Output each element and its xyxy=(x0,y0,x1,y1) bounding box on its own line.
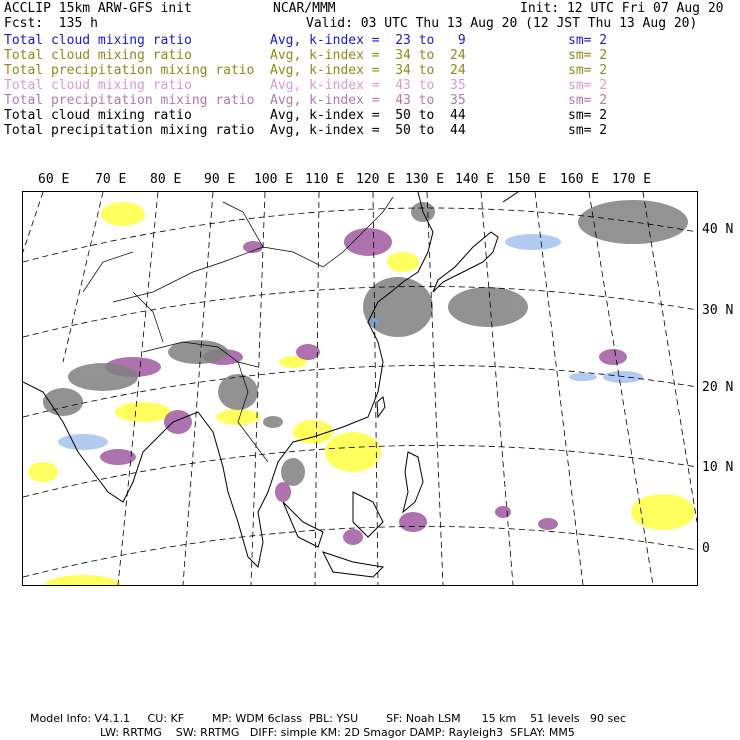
lon-label: 130 E xyxy=(405,172,445,187)
field-avg: Avg, k-index = 50 to 44 xyxy=(270,108,466,123)
field-row xyxy=(4,123,734,138)
field-row xyxy=(4,108,734,123)
lon-label: 170 E xyxy=(612,172,652,187)
field-name: Total cloud mixing ratio xyxy=(4,48,192,63)
field-row xyxy=(4,78,734,93)
field-sm: sm= 2 xyxy=(568,93,608,108)
field-avg: Avg, k-index = 43 to 35 xyxy=(270,93,466,108)
model-title: ACCLIP 15km ARW-GFS init xyxy=(4,1,192,16)
lon-label: 150 E xyxy=(507,172,547,187)
lon-label: 140 E xyxy=(455,172,495,187)
center-name: NCAR/MMM xyxy=(273,1,336,16)
field-row xyxy=(4,48,734,63)
field-sm: sm= 2 xyxy=(568,48,608,63)
field-sm: sm= 2 xyxy=(568,33,608,48)
field-sm: sm= 2 xyxy=(568,63,608,78)
field-sm: sm= 2 xyxy=(568,108,608,123)
lon-label: 110 E xyxy=(305,172,345,187)
lat-label: 10 N xyxy=(702,460,734,475)
field-name: Total cloud mixing ratio xyxy=(4,33,192,48)
field-name: Total precipitation mixing ratio xyxy=(4,93,255,108)
field-name: Total precipitation mixing ratio xyxy=(4,63,255,78)
field-name: Total cloud mixing ratio xyxy=(4,78,192,93)
field-sm: sm= 2 xyxy=(568,123,608,138)
map-svg xyxy=(23,192,697,585)
field-name: Total precipitation mixing ratio xyxy=(4,123,255,138)
lon-label: 160 E xyxy=(560,172,600,187)
field-avg: Avg, k-index = 34 to 24 xyxy=(270,63,466,78)
map-panel xyxy=(22,191,698,586)
lon-label: 120 E xyxy=(356,172,396,187)
field-row xyxy=(4,33,734,48)
lon-label: 90 E xyxy=(204,172,236,187)
field-avg: Avg, k-index = 34 to 24 xyxy=(270,48,466,63)
field-avg: Avg, k-index = 43 to 35 xyxy=(270,78,466,93)
valid-time: Valid: 03 UTC Thu 13 Aug 20 (12 JST Thu 13 Aug 20) xyxy=(306,16,698,31)
lat-label: 20 N xyxy=(702,380,734,395)
lat-label: 30 N xyxy=(702,303,734,318)
field-row xyxy=(4,93,734,108)
field-sm: sm= 2 xyxy=(568,78,608,93)
lon-label: 100 E xyxy=(254,172,294,187)
field-row xyxy=(4,63,734,78)
field-avg: Avg, k-index = 23 to 9 xyxy=(270,33,466,48)
model-info-line1: Model Info: V4.1.1 CU: KF MP: WDM 6class PBL: YSU SF: Noah LSM 15 km 51 levels 90 sec xyxy=(30,712,627,725)
lat-label: 40 N xyxy=(702,222,734,237)
field-name: Total cloud mixing ratio xyxy=(4,108,192,123)
lon-label: 80 E xyxy=(150,172,182,187)
forecast-hour: Fcst: 135 h xyxy=(4,16,98,31)
lat-label: 0 xyxy=(702,541,710,556)
lon-label: 60 E xyxy=(38,172,70,187)
field-avg: Avg, k-index = 50 to 44 xyxy=(270,123,466,138)
model-info-line2: LW: RRTMG SW: RRTMG DIFF: simple KM: 2D Smagor DAMP: Rayleigh3 SFLAY: MM5 xyxy=(100,726,575,739)
lon-label: 70 E xyxy=(95,172,127,187)
init-time: Init: 12 UTC Fri 07 Aug 20 xyxy=(520,1,724,16)
